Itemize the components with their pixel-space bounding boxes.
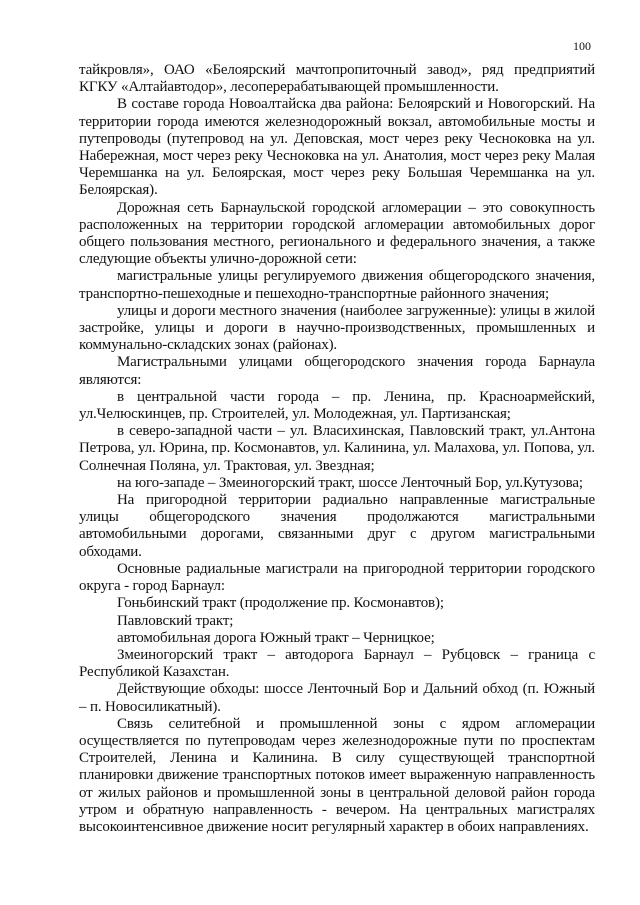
document-body (79, 62, 595, 836)
paragraph-southwest: на юго-западе – Змеиногорский тракт, шоссе Ленточный Бор, ул.Кутузова; (117, 474, 583, 491)
paragraph-central-part: в центральной части города – пр. Ленина, пр. Красноармейский, ул.Челюскинцев, пр. Строителей, ул. Молодежная, ул. Партизанская; (79, 388, 595, 423)
paragraph-novoaltaysk-districts: В составе города Новоалтайска два района: Белоярский и Новогорский. На территории города имеются железнодорожный вокзал, автомобильные мосты и путепроводы (путепровод на ул. Деповская, мост через реку Чесноковка на ул. Набережная, мост через реку Чесноковка на ул. Анатолия, мост через реку Малая Черемшанка на ул. Белоярская, мост через реку Большая Черемшанка на ул. Белоярская). (79, 96, 595, 199)
paragraph-road-network: Дорожная сеть Барнаульской городской агломерации – это совокупность расположенных на территории городской агломерации автомобильных дорог общего пользования местного, регионального и федерального значения, а также следующие объекты улично-дорожной сети: (79, 199, 595, 268)
paragraph-suburban-territory: На пригородной территории радиально направленные магистральные улицы общегородского значения продолжаются магистральными автомобильными дорогами, связанными друг с другом магистральными обходами. (79, 492, 595, 560)
page-number: 100 (573, 39, 591, 53)
paragraph-zone-connection: Связь селитебной и промышленной зоны с ядром агломерации осуществляется по путепроводам через железнодорожные пути по проспектам Строителей, Ленина и Калинина. В силу существующей транспортной планировки движение транспортных потоков имеет выраженную направленность от жилых районов и промышленной зоны в центральной деловой район города утром и обратную направленность - вечером. На центральных магистралях высокоинтенсивное движение носит регулярный характер в обоих направлениях. (79, 715, 595, 835)
list-item-zmeinogorsky: Змеиногорский тракт – автодорога Барнаул – Рубцовск – граница с Республикой Казахстан. (79, 646, 595, 681)
paragraph-local-streets: улицы и дороги местного значения (наиболее загруженные): улицы в жилой застройке, улицы и дороги в научно-производственных, промышленных и коммунально-складских зонах (районах). (79, 302, 595, 354)
paragraph-arterial-streets: магистральные улицы регулируемого движения общегородского значения, транспортно-пешеходные и пешеходно-транспортные районного значения; (79, 268, 595, 302)
paragraph-northwest-part: в северо-западной части – ул. Власихинская, Павловский тракт, ул.Антона Петрова, ул. Юрина, пр. Космонавтов, ул. Калинина, ул. Малахова, ул. Попова, ул. Солнечная Поляна, ул. Трактовая, ул. Звездная; (79, 423, 595, 474)
paragraph-continuation: тайкровля», ОАО «Белоярский мачтопропиточный завод», ряд предприятий КГКУ «Алтайавтодор», лесоперерабатывающей промышленности. (79, 62, 595, 96)
list-item-gonbinsky: Гоньбинский тракт (продолжение пр. Космонавтов); (117, 595, 444, 612)
list-item-pavlovsky: Павловский тракт; (117, 612, 234, 629)
paragraph-radial-highways: Основные радиальные магистрали на пригородной территории городского округа - город Барнаул: (79, 560, 595, 595)
list-item-yuzhny: автомобильная дорога Южный тракт – Черницкое; (117, 629, 435, 646)
paragraph-barnaul-arterials: Магистральными улицами общегородского значения города Барнаула являются: (79, 354, 595, 388)
paragraph-bypasses: Действующие обходы: шоссе Ленточный Бор и Дальний обход (п. Южный – п. Новосиликатный). (79, 681, 595, 715)
